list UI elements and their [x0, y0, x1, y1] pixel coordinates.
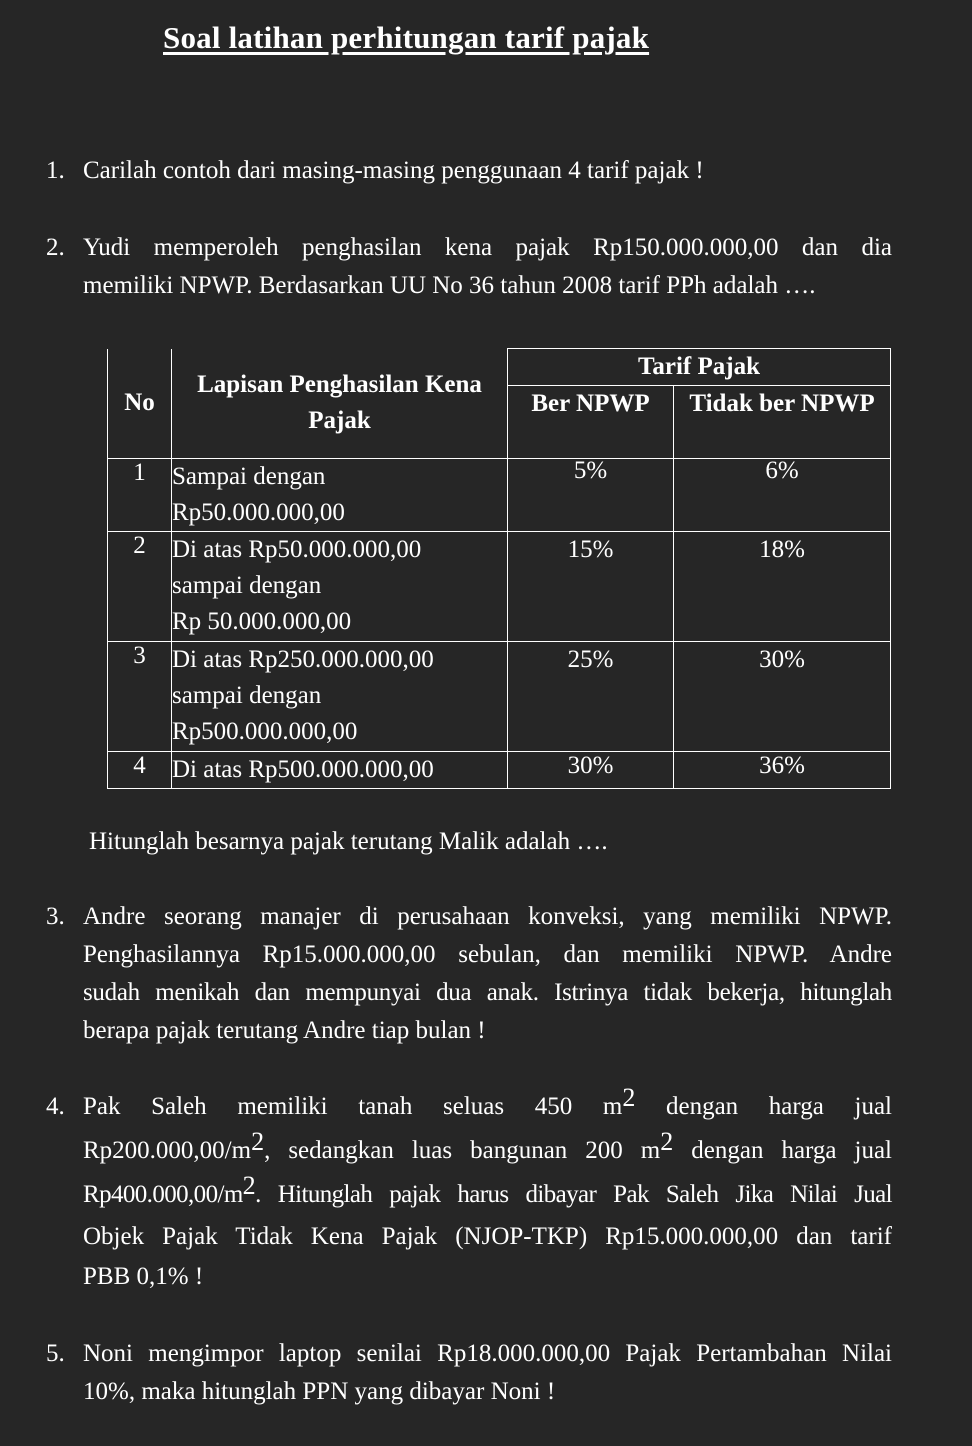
row-tidak-npwp: 36%: [674, 752, 891, 789]
table-row: [108, 642, 891, 752]
question-line: $Rp400.000,00/m^2$. Hitunglah pajak harus dibayar Pak Saleh Jika Nilai Jual: [83, 1171, 892, 1208]
question-number: 1.: [46, 157, 65, 184]
row-lapisan: Di atas Rp50.000.000,00 sampai dengan Rp 50.000.000,00: [172, 532, 508, 642]
question-text: Carilah contoh dari masing-masing penggunaan 4 tarif pajak !: [83, 157, 704, 184]
row-tidak-npwp: 6%: [674, 459, 891, 532]
question-line: $Rp200.000,00/m^2$, sedangkan luas bangunan 200 $m^2$ dengan harga jual: [83, 1127, 892, 1164]
question-line: Noni mengimpor laptop senilai Rp18.000.000,00 Pajak Pertambahan Nilai: [83, 1340, 892, 1367]
question-4: [46, 1085, 892, 1297]
row-ber-npwp: 5%: [508, 459, 674, 532]
tax-rate-table: [107, 348, 891, 789]
question-line: Penghasilannya Rp15.000.000,00 sebulan, dan memiliki NPWP. Andre: [83, 941, 892, 968]
header-ber-npwp: Ber NPWP: [508, 386, 674, 459]
row-tidak-npwp: 18%: [674, 532, 891, 642]
question-number: 4.: [46, 1093, 65, 1120]
question-line: Objek Pajak Tidak Kena Pajak (NJOP-TKP) Rp15.000.000,00 dan tarif: [83, 1223, 892, 1250]
instruction-text: Hitunglah besarnya pajak terutang Malik adalah ….: [89, 828, 608, 855]
table-row: [108, 752, 891, 789]
question-line: berapa pajak terutang Andre tiap bulan !: [83, 1017, 486, 1044]
row-lapisan: Di atas Rp500.000.000,00: [172, 752, 508, 789]
table-row: [108, 459, 891, 532]
header-tarif: Tarif Pajak: [508, 349, 891, 386]
question-line: Andre seorang manajer di perusahaan konveksi, yang memiliki NPWP.: [83, 903, 892, 930]
row-lapisan: Di atas Rp250.000.000,00 sampai dengan Rp500.000.000,00: [172, 642, 508, 752]
row-ber-npwp: 25%: [508, 642, 674, 752]
question-number: 5.: [46, 1340, 65, 1367]
question-number: 2.: [46, 234, 65, 261]
header-lapisan: Lapisan Penghasilan Kena Pajak: [172, 349, 508, 459]
question-line: PBB 0,1% !: [83, 1263, 204, 1290]
question-3: [46, 898, 892, 1050]
question-5: [46, 1335, 892, 1411]
row-ber-npwp: 30%: [508, 752, 674, 789]
question-line: Pak Saleh memiliki tanah seluas 450 $m^2$ dengan harga jual: [83, 1083, 892, 1120]
question-number: 3.: [46, 903, 65, 930]
question-line: Yudi memperoleh penghasilan kena pajak Rp150.000.000,00 dan dia: [83, 234, 892, 261]
header-tidak-ber-npwp: Tidak ber NPWP: [674, 386, 891, 459]
row-tidak-npwp: 30%: [674, 642, 891, 752]
question-2: [46, 229, 892, 305]
row-ber-npwp: 15%: [508, 532, 674, 642]
row-no: 1: [108, 459, 172, 532]
question-1: [46, 152, 892, 190]
page-title: Soal latihan perhitungan tarif pajak: [163, 20, 650, 55]
table-row: [108, 532, 891, 642]
row-no: 4: [108, 752, 172, 789]
row-no: 3: [108, 642, 172, 752]
question-line: 10%, maka hitunglah PPN yang dibayar Noni !: [83, 1378, 556, 1405]
row-no: 2: [108, 532, 172, 642]
question-line: memiliki NPWP. Berdasarkan UU No 36 tahun 2008 tarif PPh adalah ….: [83, 272, 816, 299]
row-lapisan: Sampai dengan Rp50.000.000,00: [172, 459, 508, 532]
header-no: No: [108, 349, 172, 459]
question-line: sudah menikah dan mempunyai dua anak. Istrinya tidak bekerja, hitunglah: [83, 979, 892, 1006]
